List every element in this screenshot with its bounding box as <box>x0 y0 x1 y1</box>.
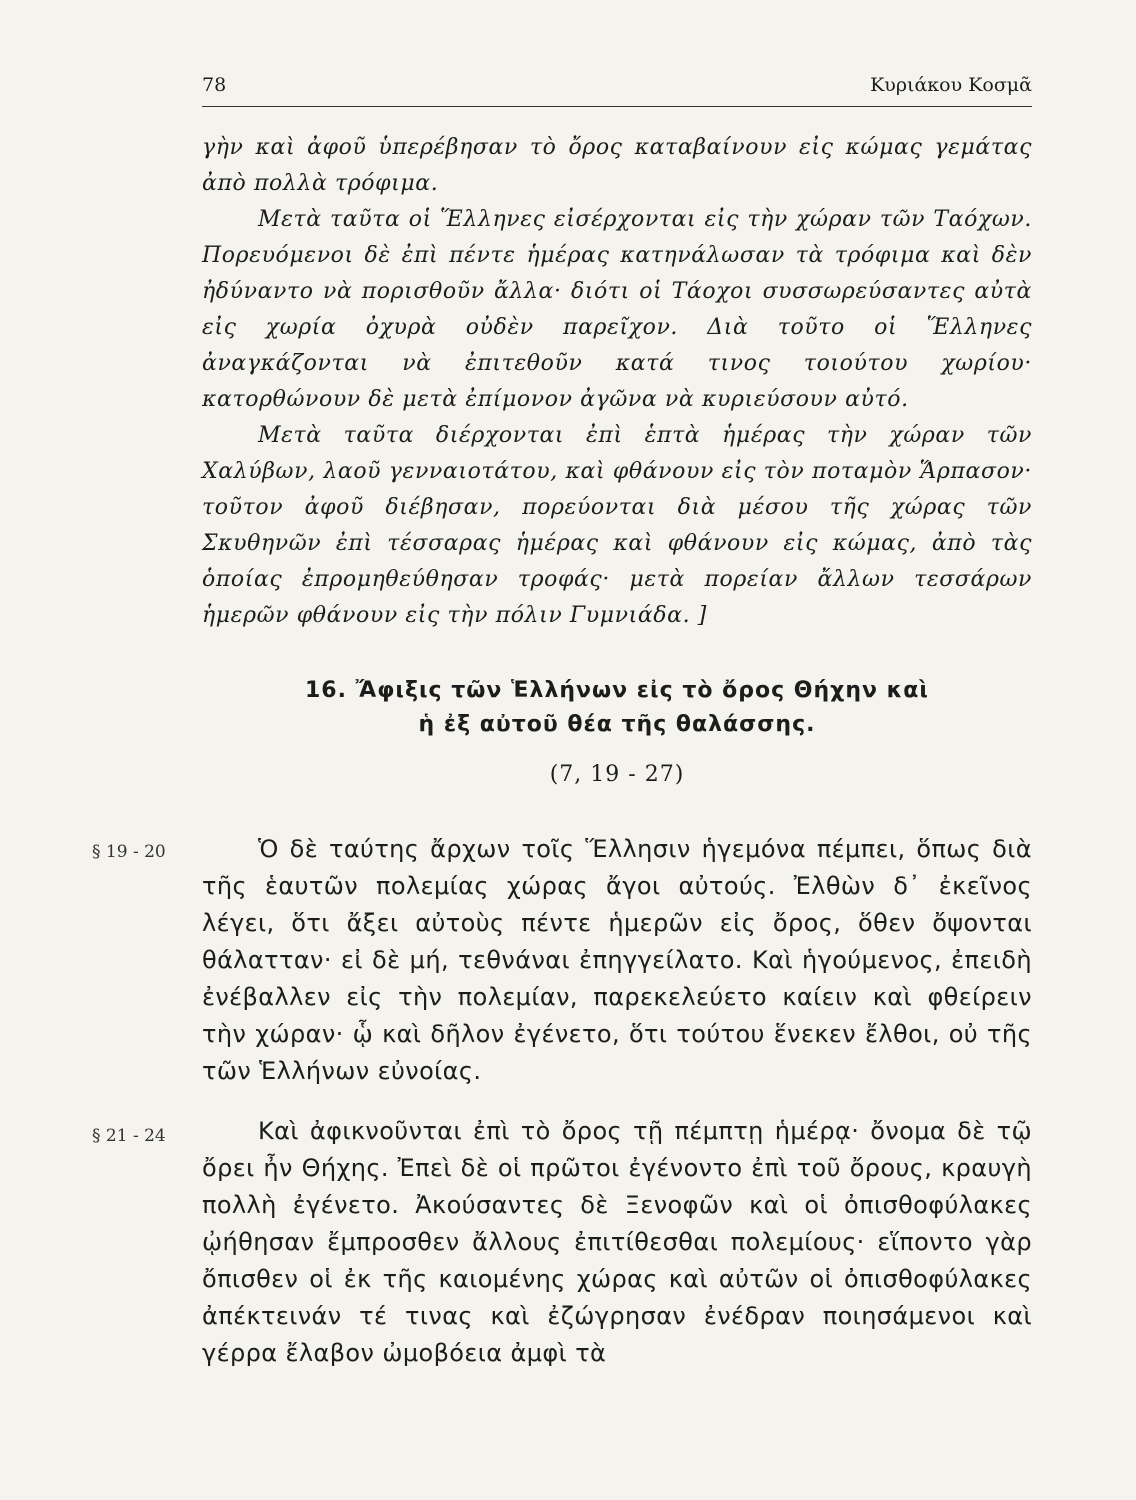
paraphrase-block <box>202 130 1032 634</box>
margin-reference: § 19 - 20 <box>92 842 166 862</box>
section-reference: (7, 19 - 27) <box>549 762 685 787</box>
section-heading-line: 16. Ἄφιξις τῶν Ἑλλήνων εἰς τὸ ὄρος Θήχην καὶ <box>305 678 929 703</box>
page-number: 78 <box>202 74 227 96</box>
paraphrase-paragraph: γὴν καὶ ἀφοῦ ὑπερέβησαν τὸ ὄρος καταβαίνουν εἰς κώμας γεμάτας ἀπὸ πολλὰ τρόφιμα. <box>202 135 1032 196</box>
greek-paragraph: Καὶ ἀφικνοῦνται ἐπὶ τὸ ὄρος τῇ πέμπτῃ ἡμέρᾳ· ὄνομα δὲ τῷ ὄρει ἦν Θήχης. Ἐπεὶ δὲ οἱ πρῶτοι ἐγένοντο ἐπὶ τοῦ ὄρους, κραυγὴ πολλὴ ἐγένετο. Ἀκούσαντες δὲ Ξενοφῶν καὶ οἱ ὀπισθοφύλακες ᾠήθησαν ἔμπροσθεν ἄλλους ἐπιτίθεσθαι πολεμίους· εἵποντο γὰρ ὄπισθεν οἱ ἐκ τῆς καιομένης χώρας καὶ αὐτῶν οἱ ὀπισθοφύλακες ἀπέκτεινάν τέ τινας καὶ ἐζώγρησαν ἐνέδραν ποιησάμενοι καὶ γέρρα ἔλαβον ὠμοβόεια ἀμφὶ τὰ <box>202 1117 1032 1367</box>
running-head: Κυριάκου Κοσμᾶ <box>870 74 1032 96</box>
paraphrase-paragraph: Μετὰ ταῦτα οἱ Ἕλληνες εἰσέρχονται εἰς τὴν χώραν τῶν Ταόχων. Πορευόμενοι δὲ ἐπὶ πέντε ἡμέρας κατηνάλωσαν τὰ τρόφιμα καὶ δὲν ἠδύναντο νὰ πορισθοῦν ἄλλα· διότι οἱ Τάοχοι συσσωρεύσαντες αὐτὰ εἰς χωρία ὀχυρὰ οὐδὲν παρεῖχον. Διὰ τοῦτο οἱ Ἕλληνες ἀναγκάζονται νὰ ἐπιτεθοῦν κατά τινος τοιούτου χωρίου· κατορθώνουν δὲ μετὰ ἐπίμονον ἀγῶνα νὰ κυριεύσουν αὐτό. <box>202 207 1032 412</box>
section-heading-line: ἡ ἐξ αὐτοῦ θέα τῆς θαλάσσης. <box>418 712 816 737</box>
margin-reference: § 21 - 24 <box>92 1126 166 1146</box>
section-heading <box>202 674 1032 742</box>
paraphrase-paragraph: Μετὰ ταῦτα διέρχονται ἐπὶ ἑπτὰ ἡμέρας τὴν χώραν τῶν Χαλύβων, λαοῦ γενναιοτάτου, καὶ φθάνουν εἰς τὸν ποταμὸν Ἅρπασον· τοῦτον ἀφοῦ διέβησαν, πορεύονται διὰ μέσου τῆς χώρας τῶν Σκυθηνῶν ἐπὶ τέσσαρας ἡμέρας καὶ φθάνουν εἰς κώμας, ἀπὸ τὰς ὁποίας ἐπρομηθεύθησαν τροφάς· μετὰ πορείαν ἄλλων τεσσάρων ἡμερῶν φθάνουν εἰς τὴν πόλιν Γυμνιάδα. ] <box>202 423 1032 628</box>
greek-paragraph: Ὁ δὲ ταύτης ἄρχων τοῖς Ἕλλησιν ἡγεμόνα πέμπει, ὅπως διὰ τῆς ἑαυτῶν πολεμίας χώρας ἄγοι αὐτούς. Ἐλθὼν δ᾽ ἐκεῖνος λέγει, ὅτι ἄξει αὐτοὺς πέντε ἡμερῶν εἰς ὄρος, ὅθεν ὄψονται θάλατταν· εἰ δὲ μή, τεθνάναι ἐπηγγείλατο. Καὶ ἡγούμενος, ἐπειδὴ ἐνέβαλλεν εἰς τὴν πολεμίαν, παρεκελεύετο καίειν καὶ φθείρειν τὴν χώραν· ᾧ καὶ δῆλον ἐγένετο, ὅτι τούτου ἕνεκεν ἔλθοι, οὐ τῆς τῶν Ἑλλήνων εὐνοίας. <box>202 835 1032 1085</box>
page-header <box>202 70 1032 107</box>
